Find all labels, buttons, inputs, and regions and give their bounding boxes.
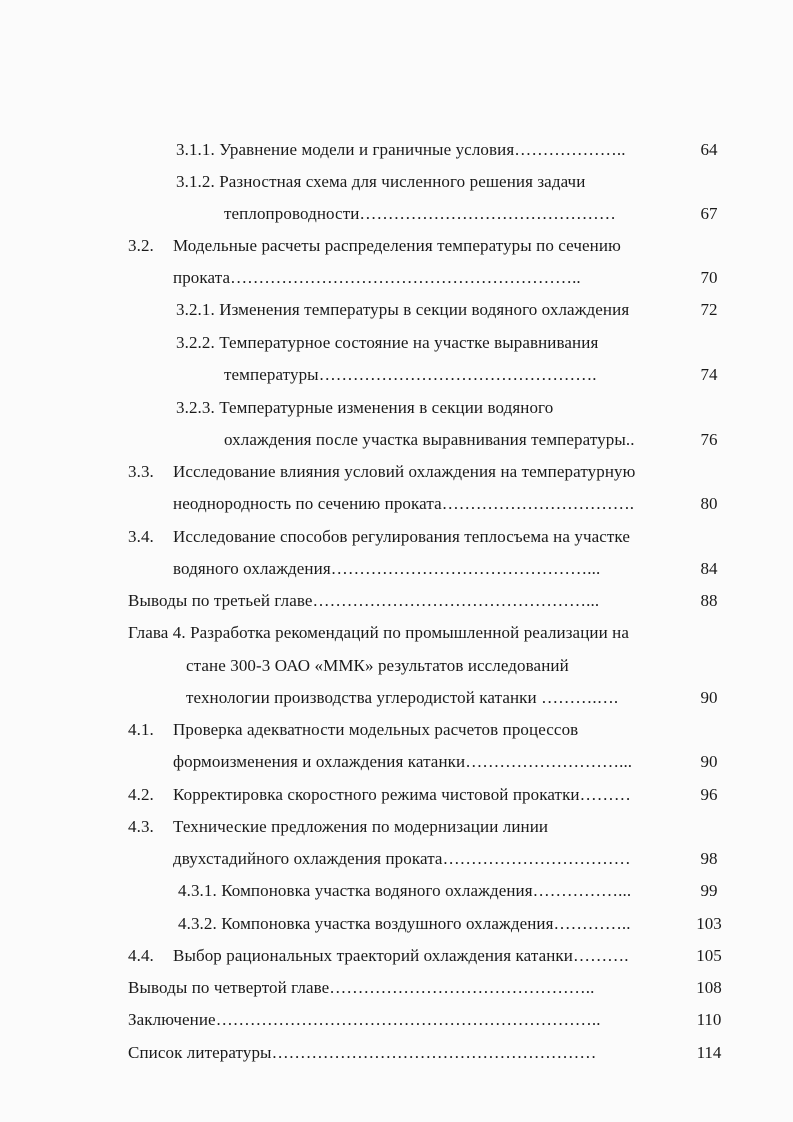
toc-entry-conclusions-chapter-3: Выводы по третьей главе…………………………………………... xyxy=(128,591,600,610)
toc-entry-4-1-cont: формоизменения и охлаждения катанки………………………... xyxy=(173,752,633,771)
toc-page-3-4: 84 xyxy=(700,559,718,578)
toc-page-conclusion: 110 xyxy=(696,1010,722,1029)
toc-entry-conclusion: Заключение………………………………………………………….. xyxy=(128,1010,601,1029)
toc-entry-references: Список литературы………………………………………………… xyxy=(128,1043,597,1062)
toc-page-conclusions-chapter-4: 108 xyxy=(696,978,722,997)
toc-entry-3-2-cont: проката…………………………………………………….. xyxy=(173,268,581,287)
toc-number-3-4: 3.4. xyxy=(128,527,154,546)
toc-entry-chapter-4-cont-2: технологии производства углеродистой катанки ……….…. xyxy=(186,688,619,707)
toc-page-3-2: 70 xyxy=(700,268,718,287)
toc-page-references: 114 xyxy=(696,1043,722,1062)
toc-entry-4-3: Технические предложения по модернизации линии xyxy=(173,817,549,836)
toc-page-4-3-2: 103 xyxy=(696,914,722,933)
toc-entry-3-3: Исследование влияния условий охлаждения на температурную xyxy=(173,462,636,481)
toc-entry-4-3-2: 4.3.2. Компоновка участка воздушного охлаждения………….. xyxy=(178,914,631,933)
toc-entry-3-2-2-cont: температуры…………………………………………. xyxy=(224,365,597,384)
toc-page-4-1: 90 xyxy=(700,752,718,771)
toc-entry-chapter-4-cont-1: стане 300-3 ОАО «ММК» результатов исследований xyxy=(186,656,569,675)
toc-page-3-2-3: 76 xyxy=(700,430,718,449)
toc-entry-3-2-3-cont: охлаждения после участка выравнивания температуры.. xyxy=(224,430,635,449)
toc-entry-3-3-cont: неоднородность по сечению проката……………………………. xyxy=(173,494,635,513)
toc-page-3-2-1: 72 xyxy=(700,300,718,319)
toc-number-3-2: 3.2. xyxy=(128,236,154,255)
toc-page-conclusions-chapter-3: 88 xyxy=(700,591,718,610)
toc-entry-3-2-2: 3.2.2. Температурное состояние на участке выравнивания xyxy=(176,333,599,352)
toc-entry-3-2-1: 3.2.1. Изменения температуры в секции водяного охлаждения xyxy=(176,300,630,319)
toc-page-4-2: 96 xyxy=(700,785,718,804)
toc-entry-3-4: Исследование способов регулирования теплосъема на участке xyxy=(173,527,631,546)
toc-number-4-1: 4.1. xyxy=(128,720,154,739)
toc-page-3-1-2: 67 xyxy=(700,204,718,223)
toc-entry-4-3-1: 4.3.1. Компоновка участка водяного охлаждения……………... xyxy=(178,881,632,900)
toc-entry-3-2: Модельные расчеты распределения температуры по сечению xyxy=(173,236,621,255)
toc-entry-3-4-cont: водяного охлаждения………………………………………... xyxy=(173,559,601,578)
toc-number-3-3: 3.3. xyxy=(128,462,154,481)
toc-page-4-4: 105 xyxy=(696,946,722,965)
toc-entry-3-1-1: 3.1.1. Уравнение модели и граничные условия……………….. xyxy=(176,140,626,159)
toc-entry-4-1: Проверка адекватности модельных расчетов процессов xyxy=(173,720,579,739)
toc-entry-3-2-3: 3.2.3. Температурные изменения в секции водяного xyxy=(176,398,554,417)
toc-entry-3-1-2-cont: теплопроводности……………………………………… xyxy=(224,204,616,223)
toc-page-4-3-1: 99 xyxy=(700,881,718,900)
toc-entry-4-3-cont: двухстадийного охлаждения проката…………………………… xyxy=(173,849,631,868)
toc-entry-4-2: Корректировка скоростного режима чистовой прокатки……… xyxy=(173,785,631,804)
toc-entry-3-1-2: 3.1.2. Разностная схема для численного решения задачи xyxy=(176,172,586,191)
toc-page-3-1-1: 64 xyxy=(700,140,718,159)
toc-entry-conclusions-chapter-4: Выводы по четвертой главе……………………………………….. xyxy=(128,978,595,997)
toc-page-chapter-4: 90 xyxy=(700,688,718,707)
toc-page-4-3: 98 xyxy=(700,849,718,868)
toc-page-3-3: 80 xyxy=(700,494,718,513)
toc-number-4-3: 4.3. xyxy=(128,817,154,836)
toc-entry-chapter-4: Глава 4. Разработка рекомендаций по промышленной реализации на xyxy=(128,623,629,642)
toc-page-3-2-2: 74 xyxy=(700,365,718,384)
toc-number-4-4: 4.4. xyxy=(128,946,154,965)
toc-entry-4-4: Выбор рациональных траекторий охлаждения катанки………. xyxy=(173,946,629,965)
toc-number-4-2: 4.2. xyxy=(128,785,154,804)
